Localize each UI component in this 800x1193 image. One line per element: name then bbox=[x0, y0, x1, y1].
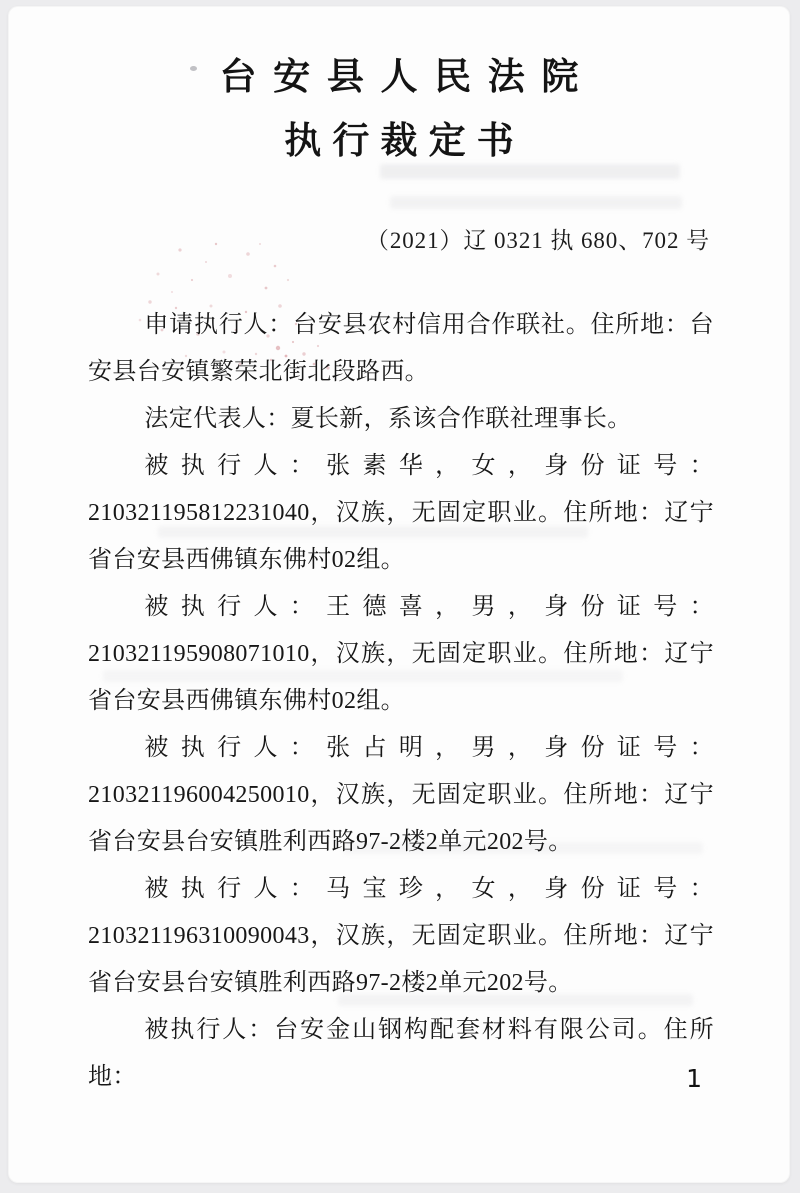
paragraph-respondent-5: 被执行人：台安金山钢构配套材料有限公司。住所地： bbox=[88, 1017, 714, 1090]
bleed-through-artifact bbox=[390, 196, 682, 209]
document-body bbox=[88, 302, 714, 1101]
paragraph-respondent-2: 被执行人：王德喜，男，身份证号：210321195908071010，汉族，无固定职业。住所地：辽宁省台安县西佛镇东佛村02组。 bbox=[88, 594, 714, 714]
paragraph-respondent-3: 被执行人：张占明，男，身份证号：210321196004250010，汉族，无固定职业。住所地：辽宁省台安县台安镇胜利西路97-2楼2单元202号。 bbox=[88, 735, 714, 855]
document-title: 执行裁定书 bbox=[284, 121, 525, 162]
paragraph-respondent-4: 被执行人：马宝珍，女，身份证号：210321196310090043，汉族，无固定职业。住所地：辽宁省台安县台安镇胜利西路97-2楼2单元202号。 bbox=[88, 876, 714, 996]
document-page bbox=[8, 6, 790, 1183]
case-number: （2021）辽 0321 执 680、702 号 bbox=[365, 228, 710, 253]
paragraph-applicant: 申请执行人：台安县农村信用合作联社。住所地：台安县台安镇繁荣北街北段路西。 bbox=[88, 312, 714, 385]
court-name: 台安县人民法院 bbox=[219, 57, 596, 98]
paragraph-legal-representative: 法定代表人：夏长新，系该合作联社理事长。 bbox=[144, 406, 632, 432]
paragraph-respondent-1: 被执行人：张素华，女，身份证号：210321195812231040，汉族，无固定职业。住所地：辽宁省台安县西佛镇东佛村02组。 bbox=[88, 453, 714, 573]
bleed-through-artifact bbox=[380, 164, 680, 179]
page-number: 1 bbox=[686, 1064, 702, 1093]
